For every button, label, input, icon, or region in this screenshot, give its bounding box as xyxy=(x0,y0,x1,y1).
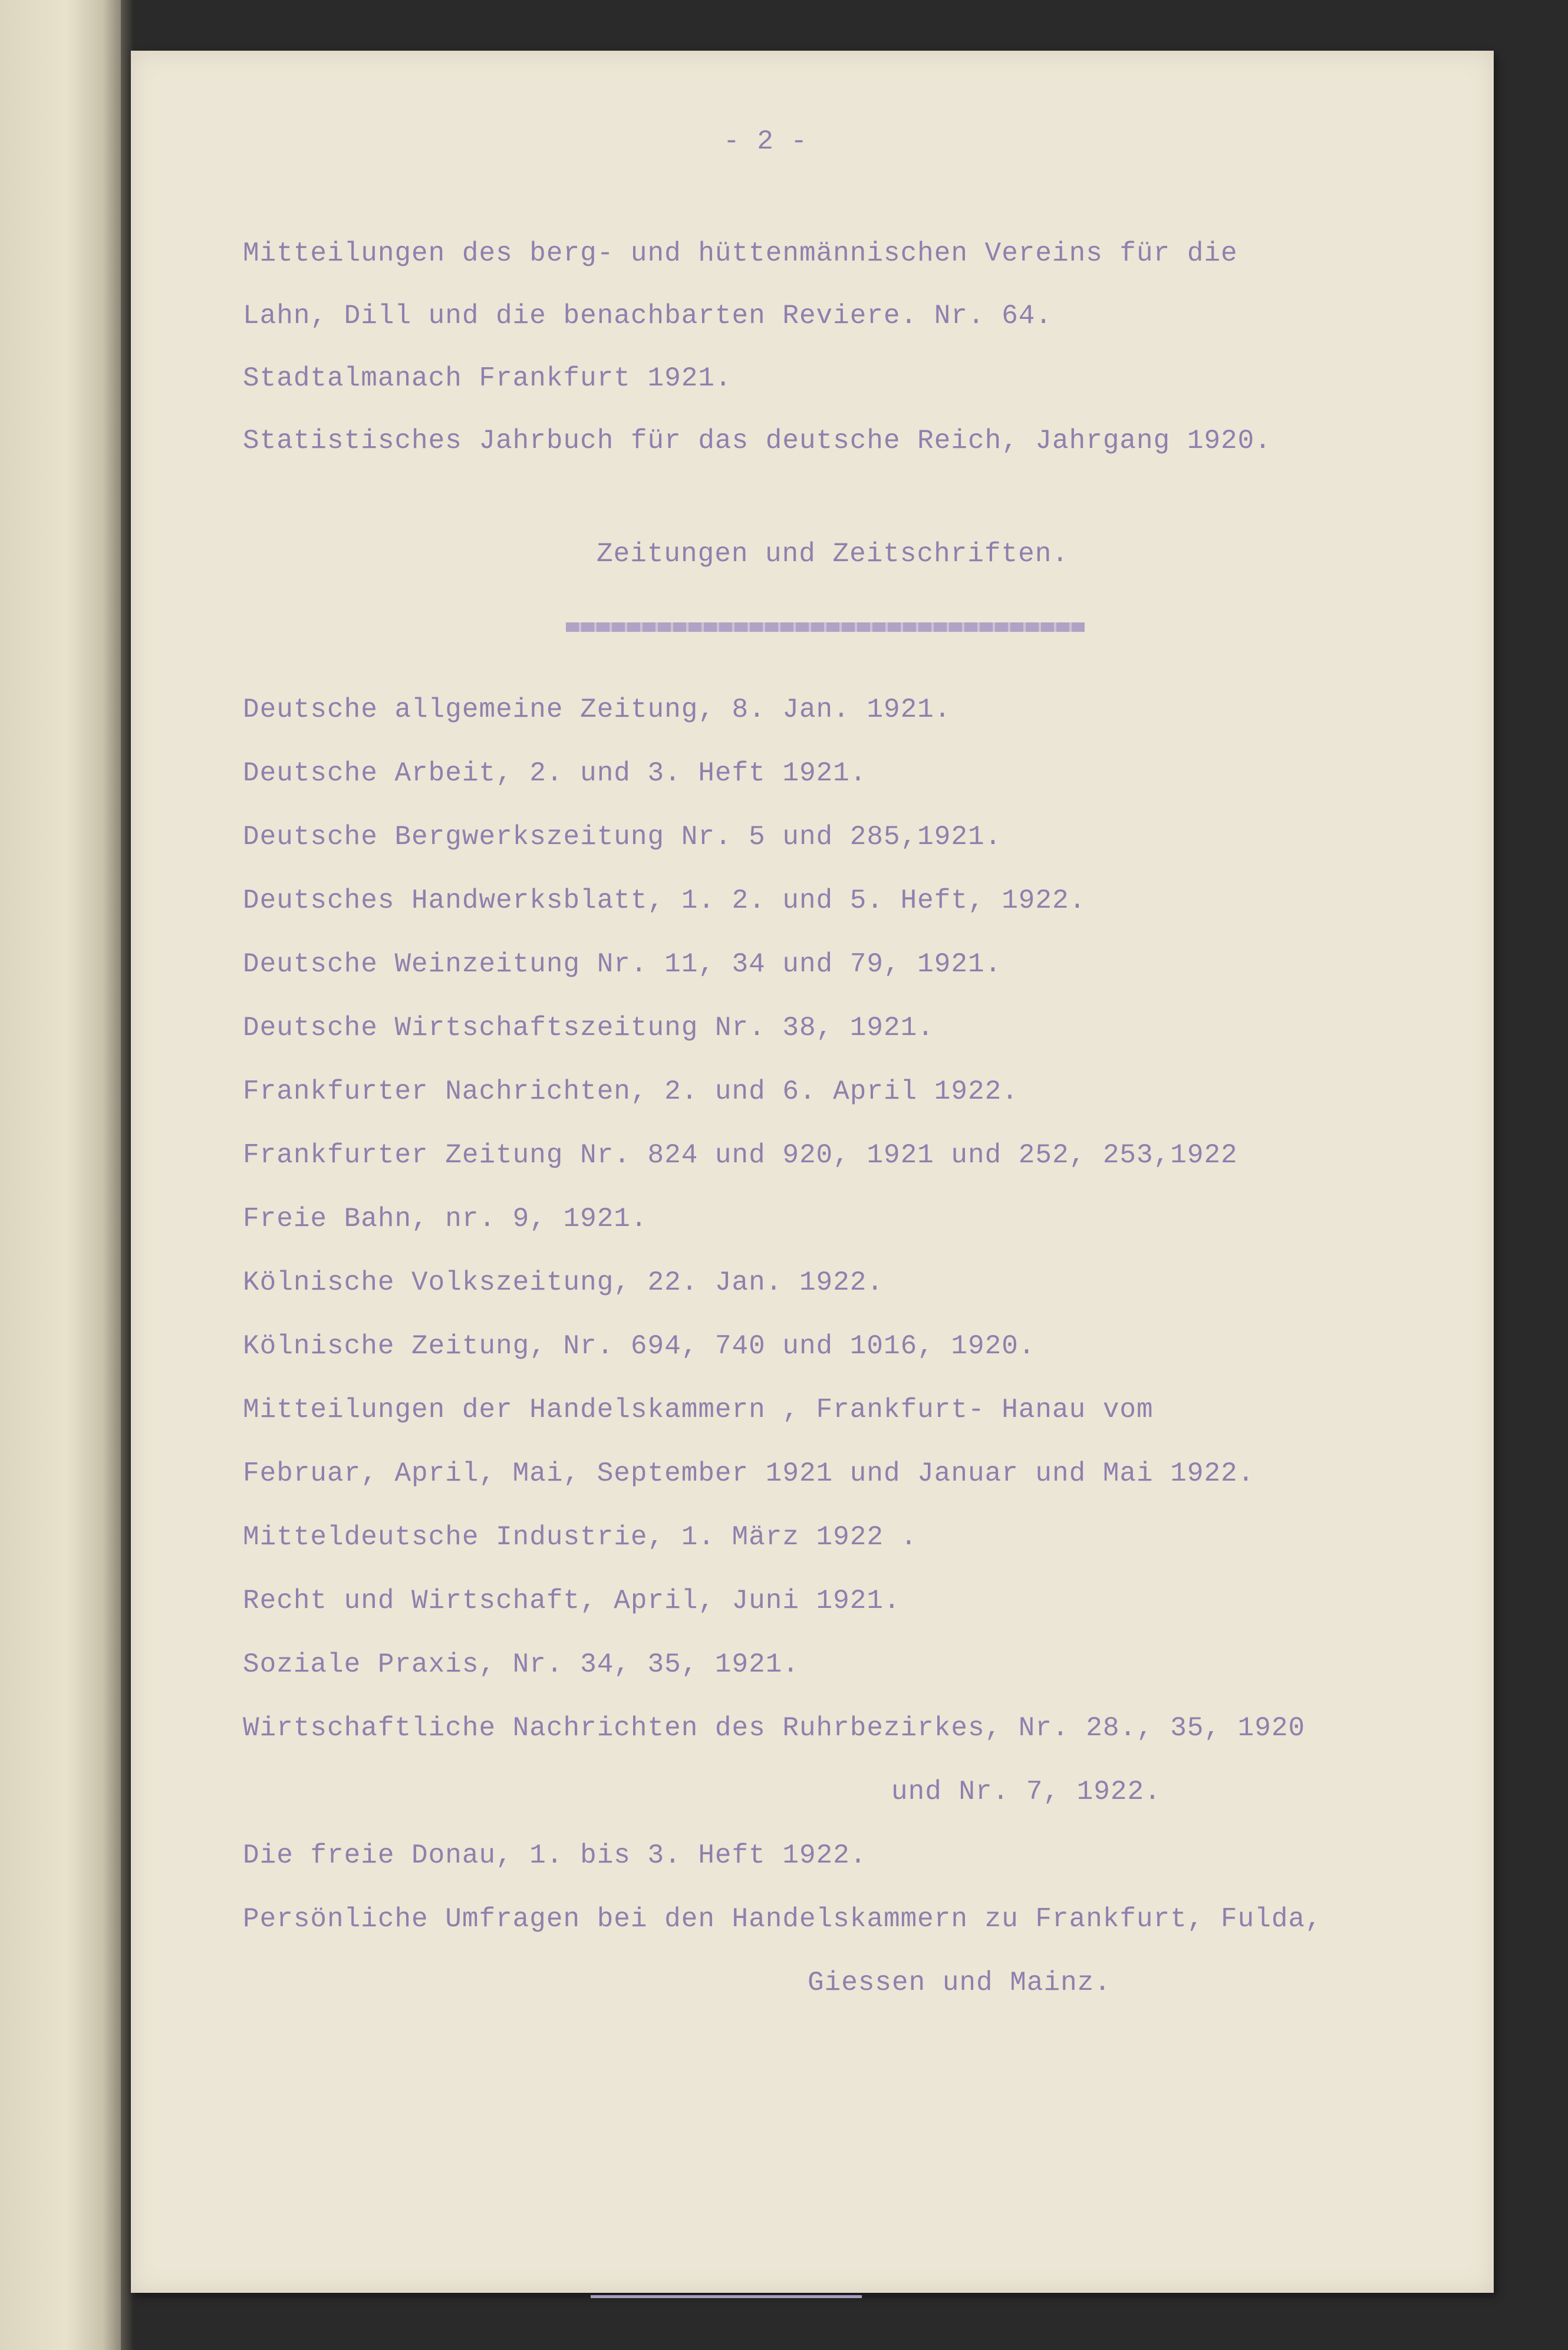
closing-rule xyxy=(591,2295,862,2298)
periodical-entry: Kölnische Volkszeitung, 22. Jan. 1922. xyxy=(243,1267,884,1298)
document-page xyxy=(131,51,1494,2293)
periodical-entry: Deutsche Wirtschaftszeitung Nr. 38, 1921. xyxy=(243,1013,934,1043)
section-heading: Zeitungen und Zeitschriften. xyxy=(597,539,1069,569)
periodical-entry: Recht und Wirtschaft, April, Juni 1921. xyxy=(243,1586,901,1616)
periodical-entry: Die freie Donau, 1. bis 3. Heft 1922. xyxy=(243,1840,867,1871)
periodical-entry: Deutsches Handwerksblatt, 1. 2. und 5. Heft, 1922. xyxy=(243,885,1086,916)
periodical-entry-continued: und Nr. 7, 1922. xyxy=(891,1776,1161,1807)
source-line: Mitteilungen des berg- und hüttenmännischen Vereins für die xyxy=(243,238,1238,269)
periodical-entry: Mitteilungen der Handelskammern , Frankfurt- Hanau vom xyxy=(243,1395,1154,1425)
periodical-entry: Frankfurter Zeitung Nr. 824 und 920, 1921 und 252, 253,1922 xyxy=(243,1140,1238,1171)
heading-underline xyxy=(566,622,1085,632)
left-page-edge xyxy=(0,0,121,2350)
periodical-entry: Kölnische Zeitung, Nr. 694, 740 und 1016, 1920. xyxy=(243,1331,1036,1362)
periodical-entry: Deutsche Weinzeitung Nr. 11, 34 und 79, 1921. xyxy=(243,949,1002,980)
source-line: Statistisches Jahrbuch für das deutsche Reich, Jahrgang 1920. xyxy=(243,426,1271,456)
periodical-entry: Freie Bahn, nr. 9, 1921. xyxy=(243,1204,648,1234)
periodical-entry: Deutsche allgemeine Zeitung, 8. Jan. 1921. xyxy=(243,694,951,725)
periodical-entry: Wirtschaftliche Nachrichten des Ruhrbezirkes, Nr. 28., 35, 1920 xyxy=(243,1713,1306,1743)
page-number: - 2 - xyxy=(723,126,808,157)
periodical-entry: Deutsche Bergwerkszeitung Nr. 5 und 285,1921. xyxy=(243,822,1002,852)
periodical-entry: Mitteldeutsche Industrie, 1. März 1922 . xyxy=(243,1522,918,1553)
periodical-entry: Deutsche Arbeit, 2. und 3. Heft 1921. xyxy=(243,758,867,789)
periodical-entry: Persönliche Umfragen bei den Handelskammern zu Frankfurt, Fulda, xyxy=(243,1904,1322,1934)
source-line: Stadtalmanach Frankfurt 1921. xyxy=(243,363,732,394)
source-line: Lahn, Dill und die benachbarten Reviere. Nr. 64. xyxy=(243,301,1053,331)
periodical-entry: Frankfurter Nachrichten, 2. und 6. April 1922. xyxy=(243,1076,1019,1107)
periodical-entry: Februar, April, Mai, September 1921 und Januar und Mai 1922. xyxy=(243,1458,1255,1489)
periodical-entry-continued: Giessen und Mainz. xyxy=(808,1967,1111,1998)
periodical-entry: Soziale Praxis, Nr. 34, 35, 1921. xyxy=(243,1649,799,1680)
